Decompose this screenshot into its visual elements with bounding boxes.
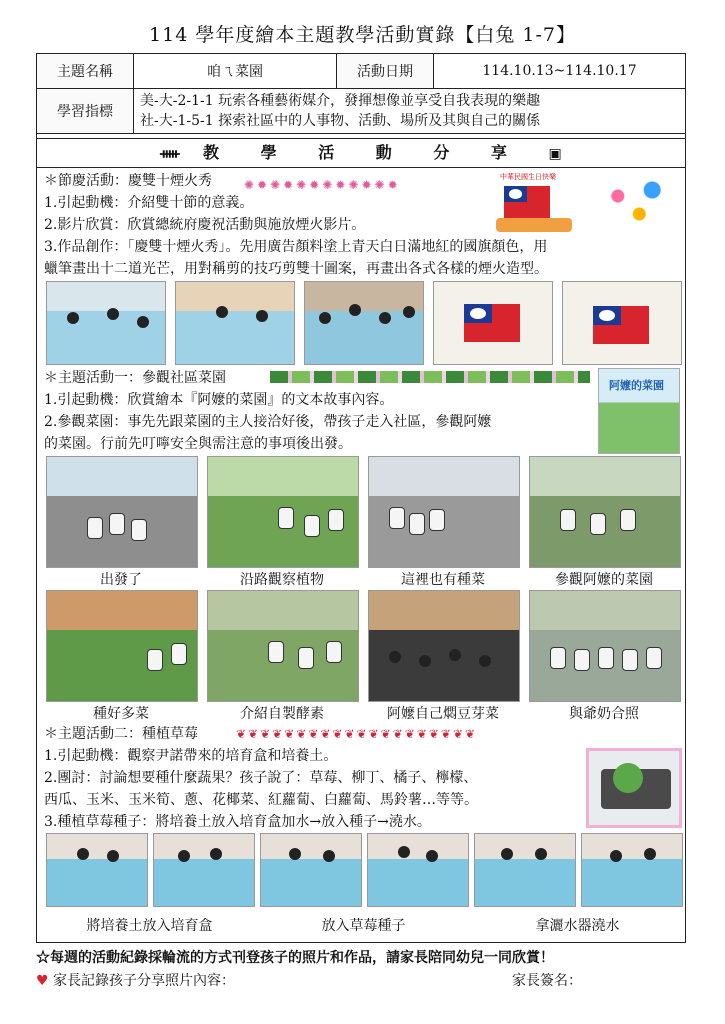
caption-1: 出發了 bbox=[100, 572, 142, 588]
footer-notice: ☆每週的活動紀錄採輪流的方式刊登孩子的照片和作品，請家長陪同幼兒一同欣賞！ bbox=[36, 950, 554, 966]
visit-photo-6 bbox=[207, 590, 359, 702]
section1-line-4: 蠟筆畫出十二道光芒，用對稱剪的技巧剪雙十圖案，再畫出各式各樣的煙火造型。 bbox=[44, 261, 548, 277]
section3-line-3: 西瓜、玉米、玉米筍、蔥、花椰菜、紅蘿蔔、白蘿蔔、馬鈴薯…等等。 bbox=[44, 792, 478, 808]
page-title: 114 學年度繪本主題教學活動實錄【白兔 1-7】 bbox=[149, 24, 576, 46]
theme-label: 主題名稱 bbox=[37, 54, 134, 89]
craft-photo-2 bbox=[175, 281, 295, 365]
birthday-cake-image bbox=[490, 172, 578, 234]
caption-3: 這裡也有種菜 bbox=[401, 572, 485, 588]
teaching-icon: ᚔ bbox=[160, 146, 180, 162]
craft-photo-3 bbox=[304, 281, 424, 365]
section1-line-1: 1.引起動機：介紹雙十節的意義。 bbox=[44, 195, 254, 211]
caption-5: 種好多菜 bbox=[93, 706, 149, 722]
goals-label: 學習指標 bbox=[37, 89, 134, 134]
fireworks-garland-1: ✺✹✺✹✺✹✺✹✺✹✺✹ bbox=[244, 178, 401, 192]
heart-icon: ♥ bbox=[36, 973, 49, 989]
visit-photo-5 bbox=[46, 590, 198, 702]
caption-2: 沿路觀察植物 bbox=[240, 572, 324, 588]
section3-line-2: 2.團討：討論想要種什麼蔬果？孩子說了：草莓、柳丁、橘子、檸檬、 bbox=[44, 770, 478, 786]
goal-1: 美-大-2-1-1 玩索各種藝術媒介，發揮想像並享受自我表現的樂趣 bbox=[140, 93, 541, 109]
visit-photo-7 bbox=[368, 590, 520, 702]
caption-6: 介紹自製酵素 bbox=[240, 706, 324, 722]
planting-photo-3 bbox=[260, 833, 362, 907]
artwork-photo-2 bbox=[562, 281, 682, 365]
book-cover-image bbox=[598, 368, 680, 454]
birthday-badge: 中華民國生日快樂 bbox=[500, 173, 556, 181]
seedling-tray-image bbox=[586, 748, 682, 828]
planting-photo-1 bbox=[46, 833, 148, 907]
book-title: 阿嬤的菜園 bbox=[609, 379, 664, 392]
date-label: 活動日期 bbox=[337, 54, 434, 89]
fireworks-image bbox=[592, 172, 678, 232]
date-value: 114.10.13~114.10.17 bbox=[434, 54, 686, 89]
caption-7: 阿嬤自己燜豆芽菜 bbox=[387, 706, 499, 722]
planting-photo-2 bbox=[153, 833, 255, 907]
planting-caption-3: 拿灑水器澆水 bbox=[535, 918, 620, 934]
section2-line-2: 2.參觀菜園：事先先跟菜園的主人接洽好後，帶孩子走入社區，參觀阿嬤 bbox=[44, 414, 492, 430]
section1-line-2: 2.影片欣賞：欣賞總統府慶祝活動與施放煙火影片。 bbox=[44, 217, 366, 233]
strawberry-garland: ❦❦❦❦❦❦❦❦❦❦❦❦❦❦❦❦❦❦❦❦ bbox=[236, 727, 478, 741]
section1-line-3: 3.作品創作：「慶雙十煙火秀」。先用廣告顏料塗上青天白日滿地紅的國旗顏色，用 bbox=[44, 239, 548, 255]
sign-label: 家長簽名： bbox=[512, 973, 582, 989]
record-label: 家長記錄孩子分享照片內容： bbox=[53, 973, 236, 989]
visit-photo-1 bbox=[46, 456, 198, 568]
planting-photo-5 bbox=[474, 833, 576, 907]
caption-4: 參觀阿嬤的菜園 bbox=[555, 572, 653, 588]
craft-photo-1 bbox=[46, 281, 166, 365]
flag-icon bbox=[504, 186, 550, 218]
visit-photo-3 bbox=[368, 456, 520, 568]
section1-heading: ＊節慶活動：慶雙十煙火秀 bbox=[44, 173, 212, 189]
planting-caption-2: 放入草莓種子 bbox=[321, 918, 406, 934]
share-title: 教 學 活 動 分 享 bbox=[203, 143, 525, 162]
visit-photo-8 bbox=[529, 590, 681, 702]
planting-photo-6 bbox=[581, 833, 683, 907]
share-heading bbox=[36, 138, 686, 168]
visit-photo-2 bbox=[207, 456, 359, 568]
section3-line-1: 1.引起動機：觀察尹諾帶來的培育盒和培養土。 bbox=[44, 748, 338, 764]
picture-icon: ▣ bbox=[548, 146, 562, 162]
section2-heading: ＊主題活動一：參觀社區菜園 bbox=[44, 370, 226, 386]
section3-line-4: 3.種植草莓種子：將培養土放入培育盒加水→放入種子→澆水。 bbox=[44, 814, 431, 830]
planting-caption-1: 將培養土放入培育盒 bbox=[86, 918, 213, 934]
section2-line-3: 的菜園。行前先叮嚀安全與需注意的事項後出發。 bbox=[44, 436, 352, 452]
goal-2: 社-大-1-5-1 探索社區中的人事物、活動、場所及其與自己的關係 bbox=[140, 113, 541, 129]
cake-icon bbox=[496, 218, 572, 232]
section3-heading: ＊主題活動二：種植草莓 bbox=[44, 726, 198, 742]
planting-photo-4 bbox=[367, 833, 469, 907]
visit-photo-4 bbox=[529, 456, 681, 568]
vegetable-garland bbox=[270, 371, 590, 383]
section2-line-1: 1.引起動機：欣賞繪本『阿嬤的菜園』的文本故事內容。 bbox=[44, 392, 394, 408]
footer-record bbox=[36, 970, 235, 990]
artwork-photo-1 bbox=[433, 281, 553, 365]
caption-8: 與爺奶合照 bbox=[569, 706, 639, 722]
theme-value: 咱ㄟ菜園 bbox=[134, 54, 337, 89]
